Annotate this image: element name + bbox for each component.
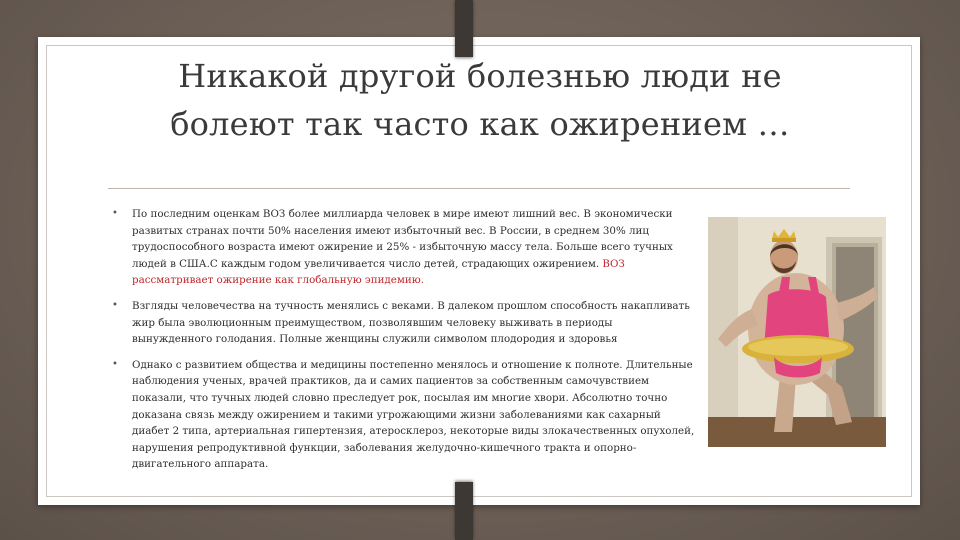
- bullet-item: [108, 357, 696, 473]
- top-clip: [455, 0, 473, 57]
- bullet-text: По последним оценкам ВОЗ более миллиарда человек в мире имеют лишний вес. В экономически развитых странах почти 50% населения имеют избыточный вес. В России, в среднем 30% лиц трудоспособного возраста имеют ожирение и 25% - избыточную массу тела. Больше всего тучных людей в США.С каждым годом увеличивается число детей, страдающих ожирением.: [132, 208, 673, 270]
- bullet-marker: •: [112, 358, 118, 370]
- bullet-highlight: ВОЗ рассматривает ожирение как глобальную эпидемию.: [132, 257, 625, 287]
- title-divider: [108, 188, 850, 189]
- bottom-clip: [455, 482, 473, 540]
- bullet-text: Взгляды человечества на тучность менялись с веками. В далеком прошлом способность накапливать жир была эволюционным преимуществом, позволявшим человеку выживать в периоды вынужденного голодания. Полные женщины служили символом плодородия и здоровья: [132, 299, 690, 346]
- bullet-item: [108, 298, 696, 348]
- person-in-tutu-costume-photo: [708, 217, 886, 447]
- slide-title: Никакой другой болезнью люди не болеют так часто как ожирением …: [170, 57, 790, 143]
- bullet-text: Однако с развитием общества и медицины постепенно менялось и отношение к полноте. Длительные наблюдения ученых, врачей практиков, да и самих пациентов за собственным самочувствием показали, что тучных людей словно преследует рок, посылая им многие хвори. Абсолютно точно доказана связь между ожирением и такими угрожающими жизни заболеваниями как сахарный диабет 2 типа, артериальная гипертензия, атеросклероз, некоторые виды злокачественных опухолей, нарушения репродуктивной функции, заболевания желудочно-кишечного тракта и опорно-двигательного аппарата.: [132, 358, 695, 471]
- bullet-marker: •: [112, 208, 118, 219]
- bullet-list: [108, 206, 696, 482]
- bullet-marker: •: [112, 299, 118, 311]
- bullet-item: [108, 206, 696, 289]
- costume-photo: [708, 217, 886, 447]
